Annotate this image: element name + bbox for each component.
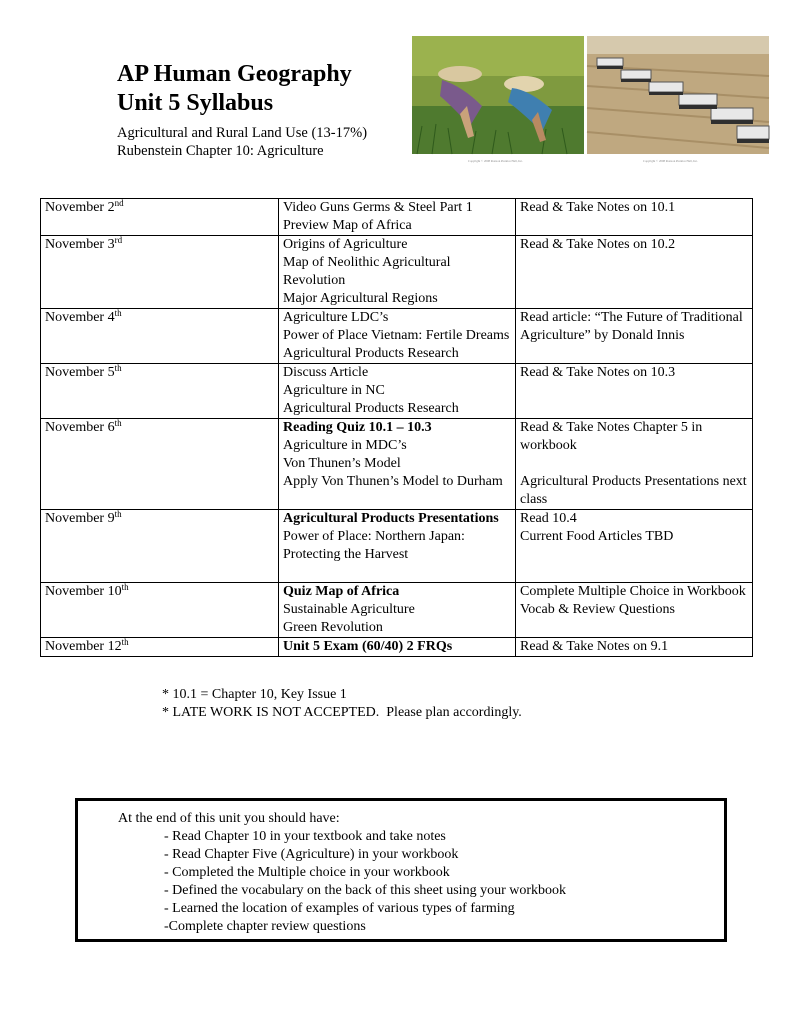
schedule-activities-cell: [279, 309, 516, 364]
schedule-table-body: [41, 199, 753, 657]
goal-item: - Learned the location of examples of various types of farming: [164, 901, 515, 916]
combine-harvesters-photo: [587, 36, 769, 163]
date-ordinal-suffix: rd: [114, 235, 123, 245]
date-ordinal-suffix: th: [121, 637, 129, 647]
schedule-activities-cell: [279, 236, 516, 309]
activity-line: Preview Map of Africa: [283, 218, 412, 233]
schedule-activities-cell: [279, 510, 516, 583]
blank-line: [520, 455, 748, 473]
homework-line: Complete Multiple Choice in Workbook: [520, 584, 746, 599]
unit-subtitle: Agricultural and Rural Land Use (13-17%): [117, 125, 368, 141]
schedule-date: November 5: [45, 365, 115, 380]
goals-intro: At the end of this unit you should have:: [118, 811, 340, 826]
schedule-date-cell: [41, 419, 279, 510]
homework-line: Current Food Articles TBD: [520, 529, 674, 544]
activity-line: Reading Quiz 10.1 – 10.3: [283, 420, 432, 435]
activity-line: Von Thunen’s Model: [283, 456, 401, 471]
homework-line: Read & Take Notes Chapter 5 in workbook: [520, 420, 703, 453]
schedule-activities-cell: [279, 583, 516, 638]
schedule-activities-cell: [279, 419, 516, 510]
schedule-row: [41, 199, 753, 236]
schedule-homework-cell: [516, 583, 753, 638]
goal-item: -Complete chapter review questions: [164, 919, 366, 934]
schedule-date: November 10: [45, 584, 122, 599]
schedule-row: [41, 364, 753, 419]
activity-line: Agricultural Products Presentations: [283, 511, 499, 526]
schedule-date-cell: [41, 309, 279, 364]
schedule-homework-cell: [516, 638, 753, 657]
goal-item: - Read Chapter Five (Agriculture) in your workbook: [164, 847, 459, 862]
schedule-activities-cell: [279, 638, 516, 657]
schedule-activities-cell: [279, 364, 516, 419]
homework-line: Read & Take Notes on 9.1: [520, 639, 669, 654]
date-ordinal-suffix: th: [114, 509, 122, 519]
schedule-date: November 9: [45, 511, 115, 526]
page-title-line1: AP Human Geography: [117, 61, 352, 87]
schedule-homework-cell: [516, 419, 753, 510]
date-ordinal-suffix: th: [114, 308, 122, 318]
activity-line: Unit 5 Exam (60/40) 2 FRQs: [283, 639, 453, 654]
homework-line: Read & Take Notes on 10.3: [520, 365, 676, 380]
activity-line: Origins of Agriculture: [283, 237, 408, 252]
goal-item: - Defined the vocabulary on the back of this sheet using your workbook: [164, 883, 567, 898]
schedule-date-cell: [41, 199, 279, 236]
goals-list: [164, 828, 566, 936]
schedule-date: November 2: [45, 200, 115, 215]
activity-line: Discuss Article: [283, 365, 369, 380]
activity-line: Major Agricultural Regions: [283, 291, 438, 306]
schedule-date: November 4: [45, 310, 115, 325]
schedule-row: [41, 510, 753, 583]
footnote-late-work: * LATE WORK IS NOT ACCEPTED. Please plan accordingly.: [162, 705, 522, 720]
photo1-caption: Copyright © 2008 Pearson Prentice Hall, Inc.: [468, 159, 523, 163]
schedule-activities-cell: [279, 199, 516, 236]
homework-line: Read article: “The Future of Traditional Agriculture” by Donald Innis: [520, 310, 743, 343]
document-header: [117, 60, 367, 160]
activity-line: Power of Place Vietnam: Fertile Dreams: [283, 328, 510, 343]
schedule-row: [41, 309, 753, 364]
schedule-date-cell: [41, 638, 279, 657]
activity-line: Apply Von Thunen’s Model to Durham: [283, 474, 503, 489]
activity-line: Sustainable Agriculture: [283, 602, 415, 617]
schedule-homework-cell: [516, 236, 753, 309]
footnote-key-issue: * 10.1 = Chapter 10, Key Issue 1: [162, 687, 347, 702]
activity-line: Agriculture LDC’s: [283, 310, 389, 325]
date-ordinal-suffix: nd: [114, 198, 124, 208]
schedule-date: November 6: [45, 420, 115, 435]
schedule-date-cell: [41, 583, 279, 638]
homework-line: Agricultural Products Presentations next class: [520, 474, 747, 507]
activity-line: Map of Neolithic Agricultural Revolution: [283, 255, 451, 288]
schedule-homework-cell: [516, 309, 753, 364]
schedule-homework-cell: [516, 199, 753, 236]
homework-line: Read & Take Notes on 10.1: [520, 200, 676, 215]
goal-item: - Read Chapter 10 in your textbook and take notes: [164, 829, 446, 844]
page-title-line2: Unit 5 Syllabus: [117, 90, 274, 116]
date-ordinal-suffix: th: [114, 418, 122, 428]
activity-line: Agricultural Products Research: [283, 346, 459, 361]
activity-line: Video Guns Germs & Steel Part 1: [283, 200, 473, 215]
activity-line: Quiz Map of Africa: [283, 584, 400, 599]
activity-line: Agriculture in MDC’s: [283, 438, 407, 453]
schedule-row: [41, 236, 753, 309]
activity-line: Green Revolution: [283, 620, 383, 635]
schedule-table: [40, 198, 753, 657]
schedule-row: [41, 583, 753, 638]
schedule-homework-cell: [516, 364, 753, 419]
header-photos: [412, 36, 769, 161]
unit-goals-box: [75, 798, 727, 942]
homework-line: Read & Take Notes on 10.2: [520, 237, 676, 252]
schedule-date-cell: [41, 364, 279, 419]
schedule-homework-cell: [516, 510, 753, 583]
date-ordinal-suffix: th: [114, 363, 122, 373]
photo2-caption: Copyright © 2008 Pearson Prentice Hall, Inc.: [643, 159, 698, 163]
blank-line: [283, 564, 511, 582]
schedule-date: November 3: [45, 237, 115, 252]
schedule-row: [41, 419, 753, 510]
rice-farmers-photo: [412, 36, 584, 163]
schedule-date: November 12: [45, 639, 122, 654]
activity-line: Agricultural Products Research: [283, 401, 459, 416]
activity-line: Power of Place: Northern Japan: Protecting the Harvest: [283, 529, 465, 562]
activity-line: Agriculture in NC: [283, 383, 385, 398]
footnotes: [162, 686, 522, 722]
homework-line: Vocab & Review Questions: [520, 602, 675, 617]
schedule-date-cell: [41, 236, 279, 309]
schedule-date-cell: [41, 510, 279, 583]
chapter-subtitle: Rubenstein Chapter 10: Agriculture: [117, 143, 324, 159]
date-ordinal-suffix: th: [121, 582, 129, 592]
schedule-row: [41, 638, 753, 657]
goal-item: - Completed the Multiple choice in your workbook: [164, 865, 450, 880]
homework-line: Read 10.4: [520, 511, 577, 526]
